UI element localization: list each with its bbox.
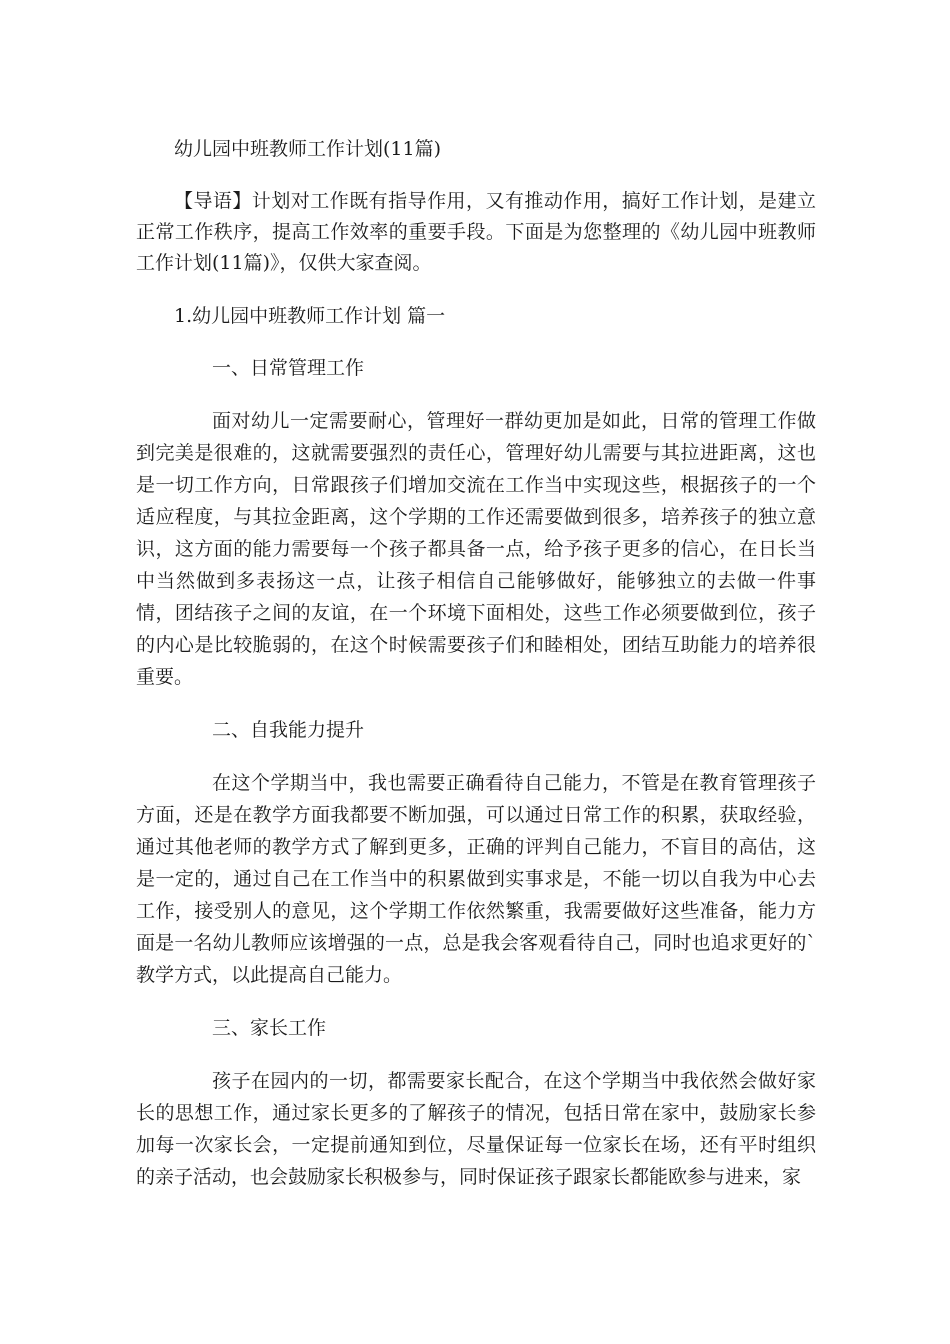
subsection-1-title: 一、日常管理工作 — [212, 357, 365, 379]
subsection-3-paragraph: 孩子在园内的一切，都需要家长配合，在这个学期当中我依然会做好家长的思想工作，通过家长更多的了解孩子的情况，包括日常在家中，鼓励家长参加每一次家长会，一定提前通知到位，尽量保证每一位家长在场，还有平时组织的亲子活动，也会鼓励家长积极参与，同时保证孩子跟家长都能欧参与进来，家 — [136, 1070, 816, 1188]
section-1-title: 1.幼儿园中班教师工作计划 篇一 — [174, 305, 446, 327]
document-page — [136, 134, 816, 1193]
subsection-3-title: 三、家长工作 — [212, 1017, 327, 1039]
intro-paragraph: 【导语】计划对工作既有指导作用，又有推动作用，搞好工作计划，是建立正常工作秩序，提高工作效率的重要手段。下面是为您整理的《幼儿园中班教师工作计划(11篇)》，仅供大家查阅。 — [136, 190, 816, 274]
subsection-2-paragraph: 在这个学期当中，我也需要正确看待自己能力，不管是在教育管理孩子方面，还是在教学方面我都要不断加强，可以通过日常工作的积累，获取经验，通过其他老师的教学方式了解到更多，正确的评判自己能力，不盲目的高估，这是一定的，通过自己在工作当中的积累做到实事求是，不能一切以自我为中心去工作，接受别人的意见，这个学期工作依然繁重，我需要做好这些准备，能力方面是一名幼儿教师应该增强的一点，总是我会客观看待自己，同时也追求更好的`教学方式，以此提高自己能力。 — [136, 772, 816, 986]
subsection-1-paragraph: 面对幼儿一定需要耐心，管理好一群幼更加是如此，日常的管理工作做到完美是很难的，这就需要强烈的责任心，管理好幼儿需要与其拉进距离，这也是一切工作方向，日常跟孩子们增加交流在工作当中实现这些，根据孩子的一个适应程度，与其拉金距离，这个学期的工作还需要做到很多，培养孩子的独立意识，这方面的能力需要每一个孩子都具备一点，给予孩子更多的信心，在日长当中当然做到多表扬这一点，让孩子相信自己能够做好，能够独立的去做一件事情，团结孩子之间的友谊，在一个环境下面相处，这些工作必须要做到位，孩子的内心是比较脆弱的，在这个时候需要孩子们和睦相处，团结互助能力的培养很重要。 — [136, 410, 816, 688]
subsection-2-title: 二、自我能力提升 — [212, 719, 365, 741]
document-title: 幼儿园中班教师工作计划(11篇) — [174, 138, 442, 160]
